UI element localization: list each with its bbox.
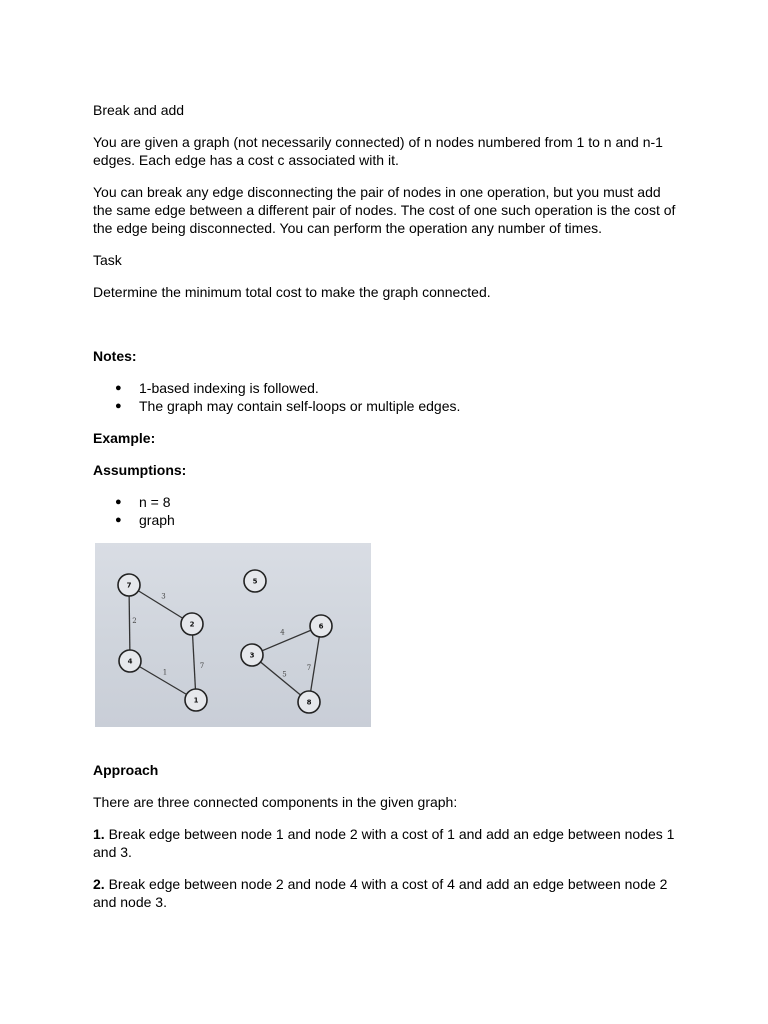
graph-node: [119, 650, 141, 672]
task-heading: Task: [93, 252, 122, 268]
approach-intro: There are three connected components in the given graph:: [93, 794, 458, 810]
task-text: Determine the minimum total cost to make the graph connected.: [93, 284, 491, 300]
edge-cost-label: 7: [199, 662, 205, 670]
step-number: 2.: [93, 876, 105, 892]
step-text: Break edge between node 2 and node 4 with a cost of 4 and add an edge between node 2 and node 3.: [93, 876, 668, 910]
notes-heading: Notes:: [93, 348, 137, 364]
graph-node: [185, 689, 207, 711]
graph-node: [118, 574, 140, 596]
edge-cost-label: 1: [162, 668, 168, 677]
node-label: 8: [306, 698, 312, 707]
node-label: 2: [189, 620, 195, 629]
graph-diagram: [95, 543, 371, 727]
node-label: 6: [318, 622, 324, 631]
operation-paragraph: You can break any edge disconnecting the pair of nodes in one operation, but you must add the same edge between a different pair of nodes. The cost of one such operation is the cost of the edge being disconnected. You can perform the operation any number of times.: [93, 184, 676, 236]
edge-cost-label: 3: [161, 592, 166, 601]
graph-node: [181, 613, 203, 635]
assumptions-heading: Assumptions:: [93, 462, 187, 478]
node-label: 4: [127, 657, 133, 666]
node-label: 5: [252, 577, 258, 586]
graph-node: [310, 615, 332, 637]
assumption-item: ● graph: [93, 511, 683, 529]
example-heading: Example:: [93, 430, 156, 446]
graph-node: [241, 644, 263, 666]
edge-cost-label: 5: [282, 670, 287, 679]
notes-list: [93, 379, 683, 415]
note-item: ● The graph may contain self-loops or multiple edges.: [93, 397, 683, 415]
graph-figure: [95, 543, 371, 727]
graph-node: [298, 691, 320, 713]
note-item: ● 1-based indexing is followed.: [93, 379, 683, 397]
edge-cost-label: 2: [132, 617, 137, 625]
approach-step: [93, 825, 683, 861]
spacer: [93, 315, 683, 347]
document-page: [93, 101, 683, 925]
edge-cost-label: 4: [280, 628, 285, 637]
problem-title: Break and add: [93, 102, 185, 118]
intro-paragraph: You are given a graph (not necessarily connected) of n nodes numbered from 1 to n and n-1 edges. Each edge has a cost c associated with it.: [93, 134, 663, 168]
node-label: 7: [126, 581, 132, 590]
assumption-item: ● n = 8: [93, 493, 683, 511]
step-number: 1.: [93, 826, 105, 842]
approach-step: [93, 875, 683, 911]
node-label: 1: [193, 696, 199, 705]
edge-cost-label: 7: [306, 664, 312, 672]
step-text: Break edge between node 1 and node 2 with a cost of 1 and add an edge between nodes 1 and 3.: [93, 826, 675, 860]
graph-node: [244, 570, 266, 592]
approach-heading: Approach: [93, 762, 159, 778]
node-label: 3: [249, 651, 255, 660]
assumptions-list: [93, 493, 683, 529]
